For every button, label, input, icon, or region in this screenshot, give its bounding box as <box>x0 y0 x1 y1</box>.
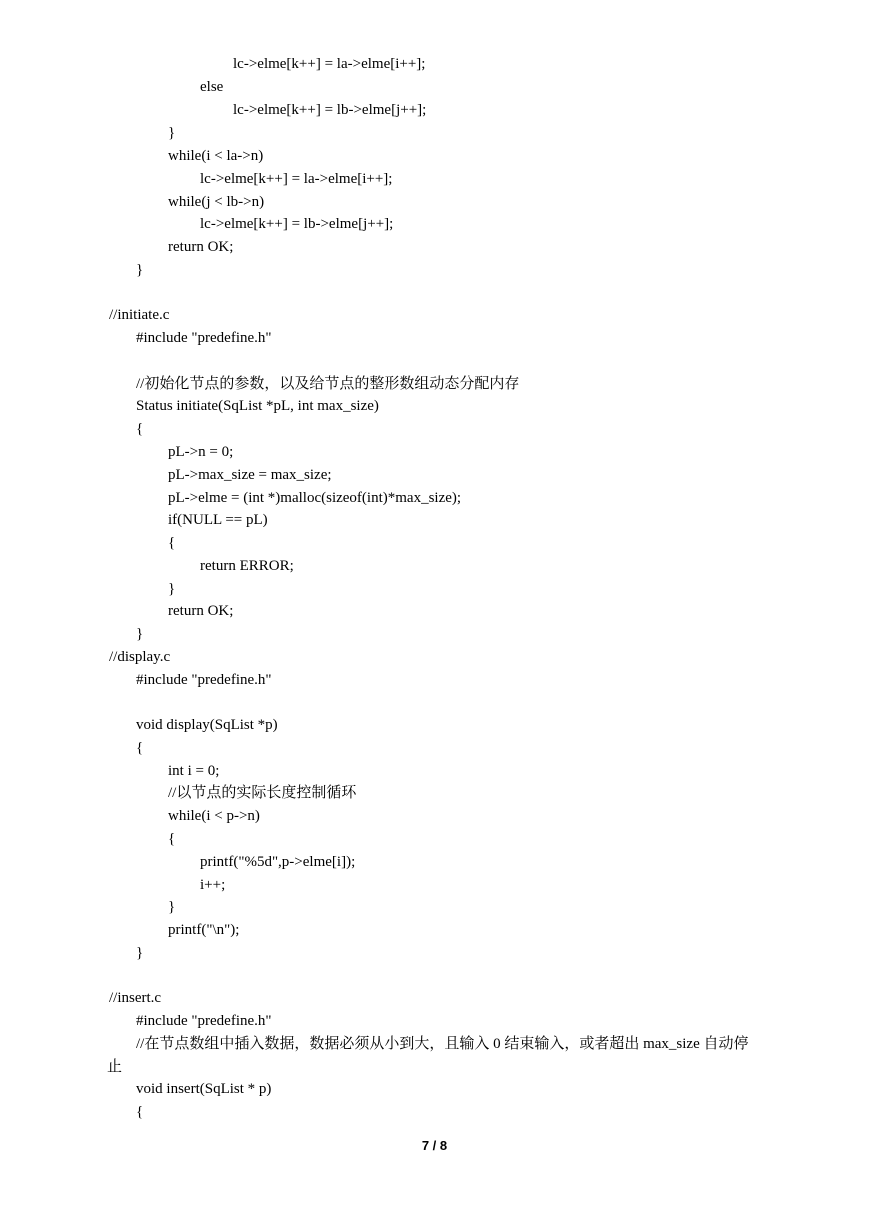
code-line: if(NULL == pL) <box>168 512 268 528</box>
code-line: } <box>168 899 176 915</box>
code-line: { <box>136 740 144 756</box>
code-line: //insert.c <box>109 990 162 1006</box>
code-line: else <box>200 79 224 95</box>
code-line: return OK; <box>168 239 234 255</box>
code-line: pL->max_size = max_size; <box>168 467 332 483</box>
code-line: return OK; <box>168 603 234 619</box>
code-line: #include "predefine.h" <box>136 330 272 346</box>
code-line: { <box>136 421 144 437</box>
code-line: #include "predefine.h" <box>136 672 272 688</box>
code-line: int i = 0; <box>168 763 220 779</box>
code-line: //初始化节点的参数，以及给节点的整形数组动态分配内存 <box>136 376 520 392</box>
code-line: return ERROR; <box>200 558 294 574</box>
code-line: { <box>168 831 176 847</box>
code-line: void insert(SqList * p) <box>136 1081 272 1097</box>
code-line: { <box>136 1104 144 1120</box>
code-line: while(j < lb->n) <box>168 194 265 210</box>
code-line: void display(SqList *p) <box>136 717 278 733</box>
code-line: } <box>168 581 176 597</box>
code-line: } <box>168 125 176 141</box>
code-line: } <box>136 262 144 278</box>
code-line: while(i < la->n) <box>168 148 264 164</box>
code-line: 止 <box>107 1059 123 1075</box>
code-line: #include "predefine.h" <box>136 1013 272 1029</box>
code-line: lc->elme[k++] = lb->elme[j++]; <box>233 102 427 118</box>
code-line: i++; <box>200 877 226 893</box>
code-line: pL->elme = (int *)malloc(sizeof(int)*max_size); <box>168 490 462 506</box>
code-line: pL->n = 0; <box>168 444 234 460</box>
code-line: } <box>136 945 144 961</box>
code-line: //以节点的实际长度控制循环 <box>168 785 357 801</box>
code-line: while(i < p->n) <box>168 808 260 824</box>
code-line: //display.c <box>109 649 171 665</box>
code-line: printf("\n"); <box>168 922 240 938</box>
code-line: } <box>136 626 144 642</box>
code-line: Status initiate(SqList *pL, int max_size) <box>136 398 379 414</box>
code-line: lc->elme[k++] = lb->elme[j++]; <box>200 216 394 232</box>
code-line: //initiate.c <box>109 307 170 323</box>
code-line: printf("%5d",p->elme[i]); <box>200 854 356 870</box>
code-line: lc->elme[k++] = la->elme[i++]; <box>200 171 393 187</box>
page-number: 7 / 8 <box>421 1138 448 1153</box>
code-line: //在节点数组中插入数据，数据必须从小到大，且输入 0 结束输入，或者超出 max_size 自动停 <box>136 1036 749 1052</box>
code-line: { <box>168 535 176 551</box>
code-line: lc->elme[k++] = la->elme[i++]; <box>233 56 426 72</box>
